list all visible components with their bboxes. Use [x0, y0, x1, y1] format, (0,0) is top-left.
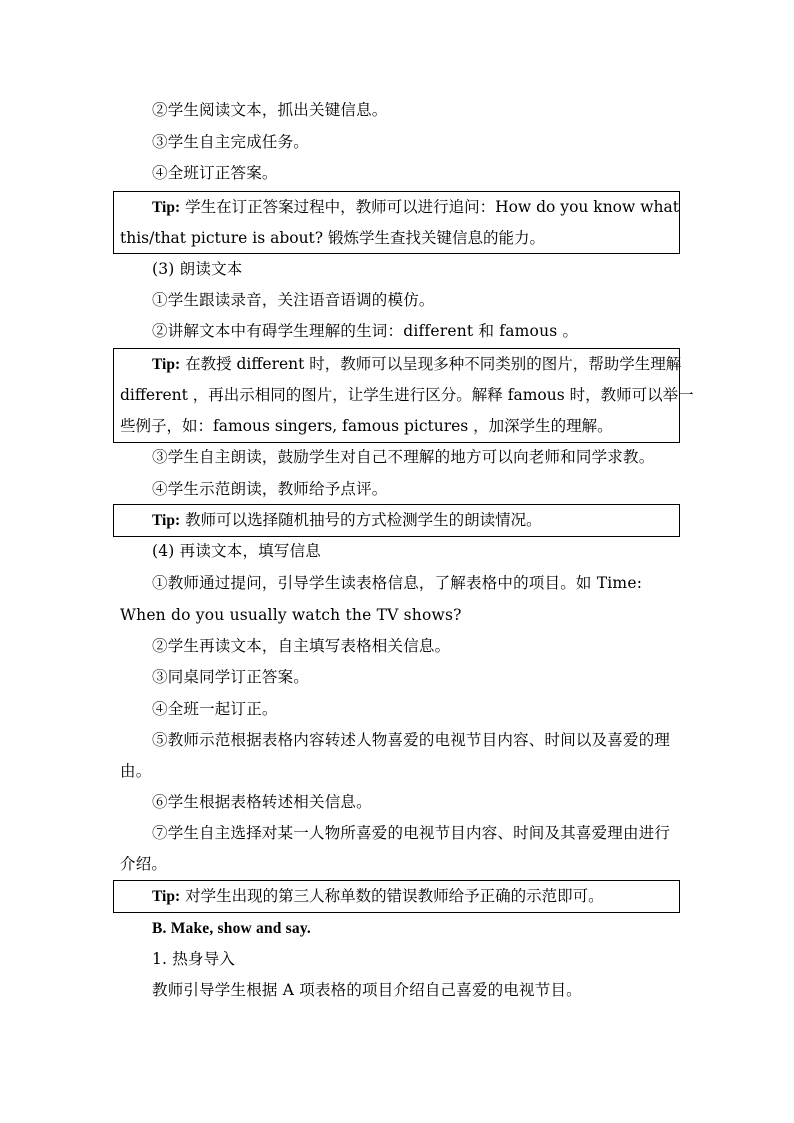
step-read-key-info: ②学生阅读文本，抓出关键信息。	[152, 101, 388, 119]
warmup-instruction: 教师引导学生根据 A 项表格的项目介绍自己喜爱的电视节目。	[152, 981, 582, 999]
tip-box-4	[113, 880, 680, 913]
section-b-heading: B. Make, show and say.	[152, 920, 312, 937]
step-question-table-1: ①教师通过提问，引导学生读表格信息，了解表格中的项目。如 Time:	[152, 574, 643, 592]
step-complete-task: ③学生自主完成任务。	[152, 133, 310, 151]
tip-box-1-line-2: this/that picture is about? 锻炼学生查找关键信息的能力。	[120, 229, 546, 247]
step-question-table-2: When do you usually watch the TV shows?	[120, 606, 462, 624]
tip-label: Tip:	[152, 199, 181, 216]
tip-label: Tip:	[152, 888, 181, 905]
tip-box-2-line-2: different ，再出示相同的图片，让学生进行区分。解释 famous 时，教师可以举一	[120, 386, 694, 404]
step-student-choose-1: ⑦学生自主选择对某一人物所喜爱的电视节目内容、时间及其喜爱理由进行	[152, 824, 671, 842]
tip-text: 教师可以选择随机抽号的方式检测学生的朗读情况。	[180, 511, 542, 529]
step-student-choose-2: 介绍。	[120, 855, 168, 873]
tip-box-1-line-1	[120, 192, 679, 223]
step-fill-table: ②学生再读文本，自主填写表格相关信息。	[152, 637, 451, 655]
step-explain-words: ②讲解文本中有碍学生理解的生词：different 和 famous 。	[152, 322, 579, 340]
tip-box-2-line-3: 些例子，如：famous singers, famous pictures ，加深学生的理解。	[120, 417, 613, 435]
tip-box-2-line-1	[120, 349, 682, 380]
step-demo-read: ④学生示范朗读，教师给予点评。	[152, 480, 388, 498]
tip-box-3	[113, 504, 680, 537]
step-peer-correct: ③同桌同学订正答案。	[152, 668, 310, 686]
section-3-heading: (3) 朗读文本	[152, 260, 243, 278]
tip-label: Tip:	[152, 356, 181, 373]
tip-text: 在教授 different 时，教师可以呈现多种不同类别的图片，帮助学生理解	[180, 355, 682, 373]
tip-label: Tip:	[152, 512, 181, 529]
tip-box-2	[113, 348, 694, 443]
section-4-heading: (4) 再读文本，填写信息	[152, 542, 321, 560]
tip-text: 对学生出现的第三人称单数的错误教师给予正确的示范即可。	[180, 887, 604, 905]
step-teacher-demo-1: ⑤教师示范根据表格内容转述人物喜爱的电视节目内容、时间以及喜爱的理	[152, 731, 671, 749]
step-follow-recording: ①学生跟读录音，关注语音语调的模仿。	[152, 291, 435, 309]
warmup-heading: 1. 热身导入	[152, 950, 236, 968]
step-class-correct: ④全班订正答案。	[152, 164, 278, 182]
step-teacher-demo-2: 由。	[120, 762, 152, 780]
tip-text: 学生在订正答案过程中，教师可以进行追问：How do you know what	[180, 198, 679, 216]
tip-box-3-line-1	[120, 505, 673, 536]
step-student-retell: ⑥学生根据表格转述相关信息。	[152, 793, 372, 811]
tip-box-4-line-1	[120, 881, 673, 912]
step-class-correct-together: ④全班一起订正。	[152, 700, 278, 718]
tip-box-1	[113, 191, 680, 254]
step-self-read: ③学生自主朗读，鼓励学生对自己不理解的地方可以向老师和同学求教。	[152, 448, 655, 466]
